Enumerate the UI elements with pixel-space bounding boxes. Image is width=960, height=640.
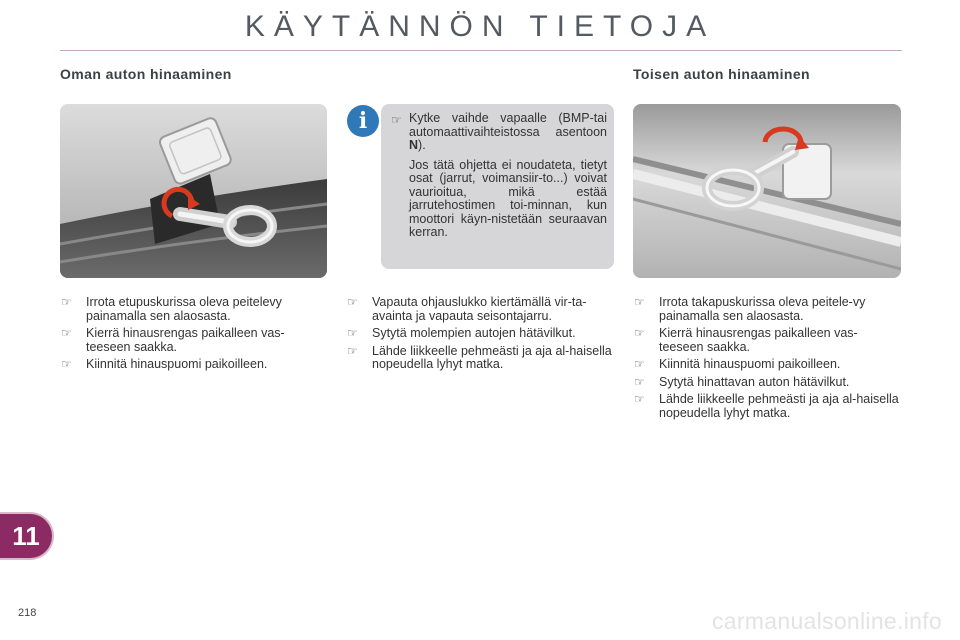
pointer-bullet-icon: ☞	[61, 295, 72, 309]
info-box	[381, 104, 614, 269]
list-item	[61, 296, 327, 323]
step-text: Irrota etupuskurissa oleva peitelevy painamalla sen alaosasta.	[86, 295, 282, 323]
info-neutral-gear-text: Kytke vaihde vapaalle (BMP-tai automaattivaihteistossa asentoon	[409, 111, 607, 139]
list-item	[634, 327, 902, 354]
info-gear-position: N	[409, 138, 419, 152]
step-text: Vapauta ohjauslukko kiertämällä vir-ta-avainta ja vapauta seisontajarru.	[372, 295, 587, 323]
list-item	[61, 327, 327, 354]
pointer-bullet-icon: ☞	[634, 295, 645, 309]
info-icon: i	[347, 105, 379, 137]
pointer-bullet-icon: ☞	[347, 343, 358, 358]
pointer-bullet-icon: ☞	[61, 326, 72, 340]
general-towing-steps	[347, 296, 615, 376]
pointer-bullet-icon: ☞	[634, 357, 645, 371]
step-text: Sytytä hinattavan auton hätävilkut.	[659, 374, 850, 389]
step-text: Sytytä molempien autojen hätävilkut.	[372, 326, 576, 340]
pointer-bullet-icon: ☞	[634, 374, 645, 389]
list-item	[61, 358, 327, 372]
chapter-tab: 11	[0, 514, 52, 558]
pointer-bullet-icon: ☞	[634, 392, 645, 406]
pointer-bullet-icon: ☞	[391, 113, 402, 127]
step-text: Kiinnitä hinauspuomi paikoilleen.	[86, 357, 268, 371]
pointer-bullet-icon: ☞	[347, 295, 358, 309]
list-item	[347, 327, 615, 341]
heading-own-car-towing: Oman auton hinaaminen	[60, 66, 232, 82]
info-warning-text: Jos tätä ohjetta ei noudateta, tietyt osat (jarrut, voimansiir-to...) voivat vaurioitua, mikä estää jarrutehostimen toi-minnan, kun moottori käyn-nistetään seuraavan kerran.	[409, 157, 607, 239]
front-towing-steps	[61, 296, 327, 376]
step-text: Kierrä hinausrengas paikalleen vas-teeseen saakka.	[86, 326, 285, 354]
info-text-suffix: ).	[418, 138, 426, 152]
list-item	[347, 345, 615, 372]
rear-tow-hook-photo	[633, 104, 901, 278]
step-text: Lähde liikkeelle pehmeästi ja aja al-haisella nopeudella lyhyt matka.	[659, 392, 899, 420]
step-text: Lähde liikkeelle pehmeästi ja aja al-haisella nopeudella lyhyt matka.	[372, 343, 612, 371]
step-text: Kiinnitä hinauspuomi paikoilleen.	[659, 357, 841, 371]
step-text: Irrota takapuskurissa oleva peitele-vy painamalla sen alaosasta.	[659, 295, 866, 323]
list-item	[634, 358, 902, 372]
pointer-bullet-icon: ☞	[634, 326, 645, 340]
step-text: Kierrä hinausrengas paikalleen vas-teeseen saakka.	[659, 326, 858, 354]
info-text	[409, 112, 607, 246]
heading-other-car-towing: Toisen auton hinaaminen	[633, 66, 810, 82]
title-divider	[60, 50, 902, 51]
front-tow-hook-photo	[60, 104, 327, 278]
page-title: KÄYTÄNNÖN TIETOJA	[244, 10, 716, 43]
rear-towing-steps	[634, 296, 902, 424]
page-number: 218	[18, 607, 37, 619]
list-item	[347, 296, 615, 323]
list-item	[634, 393, 902, 420]
list-item	[634, 376, 902, 390]
watermark: carmanualsonline.info	[711, 608, 942, 634]
pointer-bullet-icon: ☞	[61, 357, 72, 371]
list-item	[634, 296, 902, 323]
pointer-bullet-icon: ☞	[347, 326, 358, 340]
